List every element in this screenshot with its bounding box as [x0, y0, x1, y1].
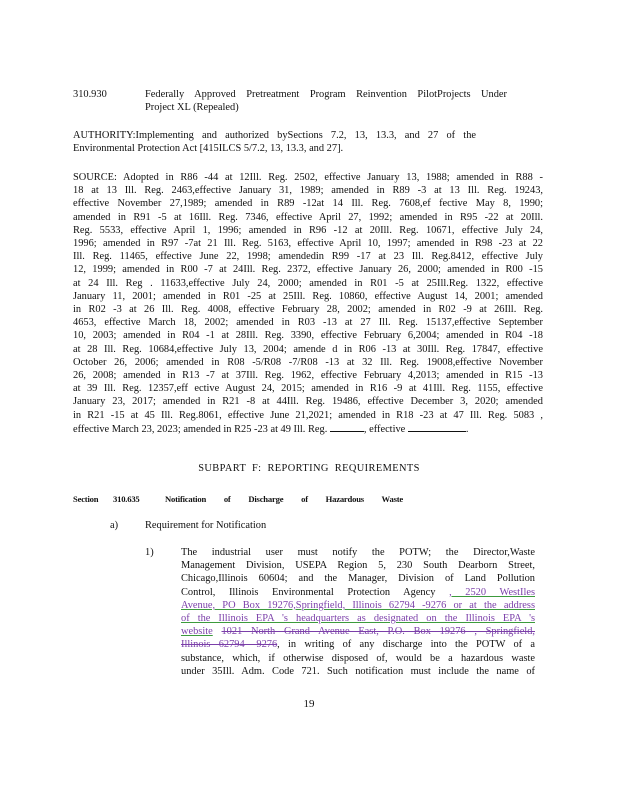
section-title — [145, 88, 507, 114]
item-a-label: a) — [110, 520, 119, 531]
item-1-line: under 35Ill. Adm. Code 721. Such notification must include the name of — [181, 665, 535, 677]
deleted-text: 1021 North Grand Avenue East, P.O. Box 19276 , Springfield, — [221, 626, 535, 638]
subpart-heading: SUBPART F: REPORTING REQUIREMENTS — [198, 463, 420, 474]
source-line: Reg. 5533, effective April 1, 1996; amended in R96 -12 at 20Ill. Reg. 10671, effective July 24, — [73, 224, 543, 236]
authority-line-2: Environmental Protection Act [415ILCS 5/7.2, 13, 13.3, and 27]. — [73, 143, 344, 155]
deleted-text: Illinois 62794 -9276 — [181, 639, 278, 651]
source-line: effective November 27,1989; amended in R89 -12at 14 Ill. Reg. 7608,ef fective May 8, 1990; — [73, 198, 543, 210]
section-title-line-1: Federally Approved Pretreatment Program Reinvention PilotProjects Under — [145, 89, 507, 100]
section-number: 310.930 — [73, 89, 107, 100]
source-last-middle: , effective — [363, 423, 406, 435]
item-1-line: Management Division, USEPA Region 5, 230 South Dearborn Street, — [181, 560, 535, 572]
item-1-body — [181, 546, 535, 678]
source-line: Ill. Reg. 11465, effective June 22, 1998; amendedin R99 -17 at 23 Ill. Reg.8412, effective July — [73, 251, 543, 263]
source-line: 1996; amended in R97 -7at 21 Ill. Reg. 5163, effective April 10, 1997; amended in R98 -23 at 22 — [73, 238, 543, 250]
source-line: 12, 1999; amended in R00 -7 at 24Ill. Reg. 2372, effective January 26, 2000; amended in R00 -15 — [73, 264, 543, 276]
source-line: at 39 Ill. Reg. 12357,eff ective August 24, 2015; amended in R16 -9 at 41Ill. Reg. 1155, effective — [73, 383, 543, 395]
section-heading-title: Notification of Discharge of Hazardous Waste — [165, 494, 403, 504]
item-1-line4-plain: Control, Illinois Environmental Protection Agency — [181, 586, 436, 598]
authority-note — [73, 129, 476, 155]
item-a-heading: Requirement for Notification — [145, 520, 267, 531]
volume-blank — [330, 422, 364, 432]
inserted-text: website — [181, 626, 213, 638]
item-1-line: Chicago,Illinois 60604; and the Manager, Division of Land Pollution — [181, 573, 535, 585]
source-line: in R21 -15 at 45 Ill. Reg.8061, effective June 21,2021; amended in R18 -23 at 47 Ill. Reg. 5083 , — [73, 409, 543, 421]
source-last-text: effective March 23, 2023; amended in R25 -23 at 49 Ill. Reg. — [73, 423, 328, 435]
date-blank — [408, 422, 466, 432]
authority-line-1: AUTHORITY:Implementing and authorized bySections 7.2, 13, 13.3, and 27 of the — [73, 130, 476, 141]
item-1-label: 1) — [145, 547, 154, 558]
item-1-line — [181, 586, 535, 599]
inserted-text: of the Illinois EPA 's headquarters as designated on the Illinois EPA 's — [181, 613, 535, 625]
inserted-text: Avenue, PO Box 19276,Springfield, Illinois 62794 -9276 or at the address — [181, 599, 535, 611]
source-line: January 11, 2001; amended in R01 -25 at 25Ill. Reg. 10860, effective August 14, 2001; amended — [73, 290, 543, 302]
source-line: 18 at 13 Ill. Reg. 2463,effective January 31, 1989; amended in R89 -3 at 13 Ill. Reg. 19243, — [73, 185, 543, 197]
item-1-line: The industrial user must notify the POTW; the Director,Waste — [181, 547, 535, 558]
section-title-line-2: Project XL (Repealed) — [145, 102, 239, 114]
source-line: at 28 Ill. Reg. 10684,effective July 13, 2004; amende d in R06 -13 at 30Ill. Reg. 17847, effective — [73, 343, 543, 355]
source-line: SOURCE: Adopted in R86 -44 at 12Ill. Reg. 2502, effective January 13, 1988; amended in R88 - — [73, 172, 543, 183]
section-heading-number: 310.635 — [113, 494, 140, 504]
source-line: in R02 -3 at 26 Ill. Reg. 4008, effective February 28, 2002; amended in R02 -9 at 26Ill. Reg. — [73, 304, 543, 316]
source-line: January 23, 2017; amended in R21 -8 at 44Ill. Reg. 19486, effective December 3, 2020; amended — [73, 396, 543, 408]
item-1-line8-plain: , in writing of any discharge into the POTW of a — [277, 639, 535, 651]
source-note — [73, 171, 543, 436]
item-1-line — [181, 625, 535, 638]
source-line: 26, 2008; amended in R13 -7 at 37Ill. Reg. 1962, effective February 4,2013; amended in R15 -13 — [73, 370, 543, 382]
item-1-line: substance, which, if otherwise disposed of, would be a hazardous waste — [181, 652, 535, 664]
source-last-line — [73, 422, 543, 436]
source-line: 10, 2003; amended in R04 -1 at 28Ill. Reg. 3390, effective February 6,2004; amended in R04 -18 — [73, 330, 543, 342]
item-1-line — [181, 638, 535, 651]
section-heading-label: Section — [73, 494, 99, 504]
source-line: amended in R91 -5 at 16Ill. Reg. 7346, effective April 27, 1992; amended in R95 -22 at 20Ill. — [73, 211, 543, 223]
source-last-end: . — [465, 423, 469, 435]
source-line: October 26, 2006; amended in R08 -5/R08 -7/R08 -13 at 32 Ill. Reg. 19008,effective November — [73, 356, 543, 368]
source-line: 4653, effective March 18, 2002; amended in R03 -13 at 27 Ill. Reg. 15137,effective September — [73, 317, 543, 329]
source-line: at 24 Ill. Reg . 11633,effective July 24, 2000; amended in R01 -5 at 25Ill.Reg. 1322, effective — [73, 277, 543, 289]
inserted-text: , 2520 WestIles — [449, 586, 535, 598]
page-number: 19 — [303, 698, 315, 710]
